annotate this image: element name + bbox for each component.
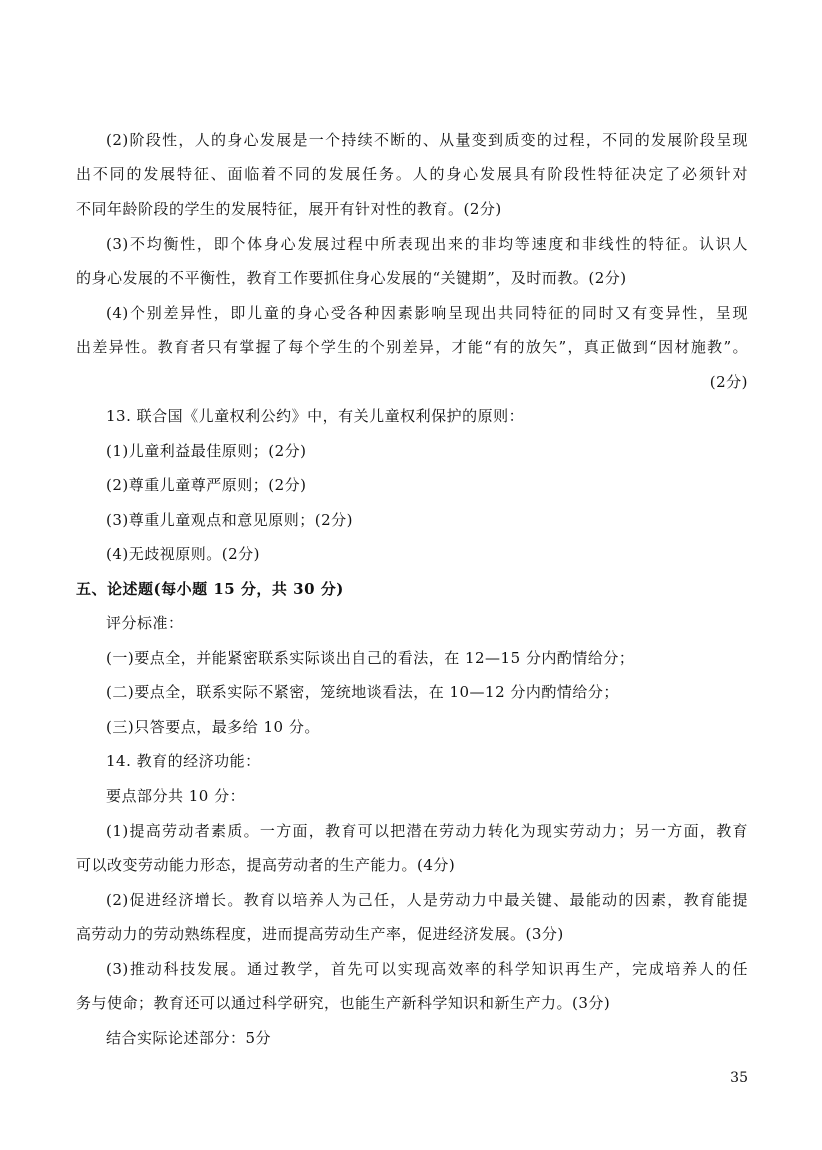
text-line: (2)促进经济增长。教育以培养人为己任，人是劳动力中最关键、最能动的因素，教育能提 (106, 891, 748, 909)
text-line: (1)提高劳动者素质。一方面，教育可以把潜在劳动力转化为现实劳动力；另一方面，教育 (106, 822, 748, 840)
list-item: (二)要点全，联系实际不紧密，笼统地谈看法，在 10—12 分内酌情给分； (106, 683, 619, 701)
text-line: 结合实际论述部分：5分 (106, 1029, 272, 1047)
text-line: 评分标准： (106, 614, 184, 632)
text-line: (2)阶段性，人的身心发展是一个持续不断的、从量变到质变的过程，不同的发展阶段呈现 (106, 131, 748, 149)
question-heading: 13. 联合国《儿童权利公约》中，有关儿童权利保护的原则： (106, 407, 525, 425)
text-line: (4)个别差异性，即儿童的身心受各种因素影响呈现出共同特征的同时又有变异性，呈现 (106, 304, 748, 322)
page-number: 35 (730, 1070, 748, 1086)
list-item: (一)要点全，并能紧密联系实际谈出自己的看法，在 12—15 分内酌情给分； (106, 649, 635, 667)
text-line: (3)不均衡性，即个体身心发展过程中所表现出来的非均等速度和非线性的特征。认识人 (106, 235, 748, 253)
section-heading: 五、论述题(每小题 15 分，共 30 分) (76, 580, 344, 598)
list-item: (4)无歧视原则。(2分) (106, 545, 260, 563)
text-line: 的身心发展的不平衡性，教育工作要抓住身心发展的“关键期”，及时而教。(2分) (76, 269, 627, 287)
text-line: (2分) (709, 373, 748, 391)
text-line: 要点部分共 10 分： (106, 787, 246, 805)
question-heading: 14. 教育的经济功能： (106, 752, 261, 770)
text-line: 可以改变劳动能力形态，提高劳动者的生产能力。(4分) (76, 856, 456, 874)
text-line: 出差异性。教育者只有掌握了每个学生的个别差异，才能“有的放矢”，真正做到“因材施教”。 (76, 338, 748, 356)
text-line: 出不同的发展特征、面临着不同的发展任务。人的身心发展具有阶段性特征决定了必须针对 (76, 165, 748, 183)
list-item: (2)尊重儿童尊严原则；(2分) (106, 476, 307, 494)
list-item: (3)尊重儿童观点和意见原则；(2分) (106, 511, 353, 529)
text-line: (3)推动科技发展。通过教学，首先可以实现高效率的科学知识再生产，完成培养人的任 (106, 960, 748, 978)
text-line: 不同年龄阶段的学生的发展特征，展开有针对性的教育。(2分) (76, 200, 502, 218)
list-item: (1)儿童利益最佳原则；(2分) (106, 442, 307, 460)
text-line: 务与使命；教育还可以通过科学研究，也能生产新科学知识和新生产力。(3分) (76, 994, 611, 1012)
list-item: (三)只答要点，最多给 10 分。 (106, 718, 320, 736)
text-line: 高劳动力的劳动熟练程度，进而提高劳动生产率，促进经济发展。(3分) (76, 925, 564, 943)
